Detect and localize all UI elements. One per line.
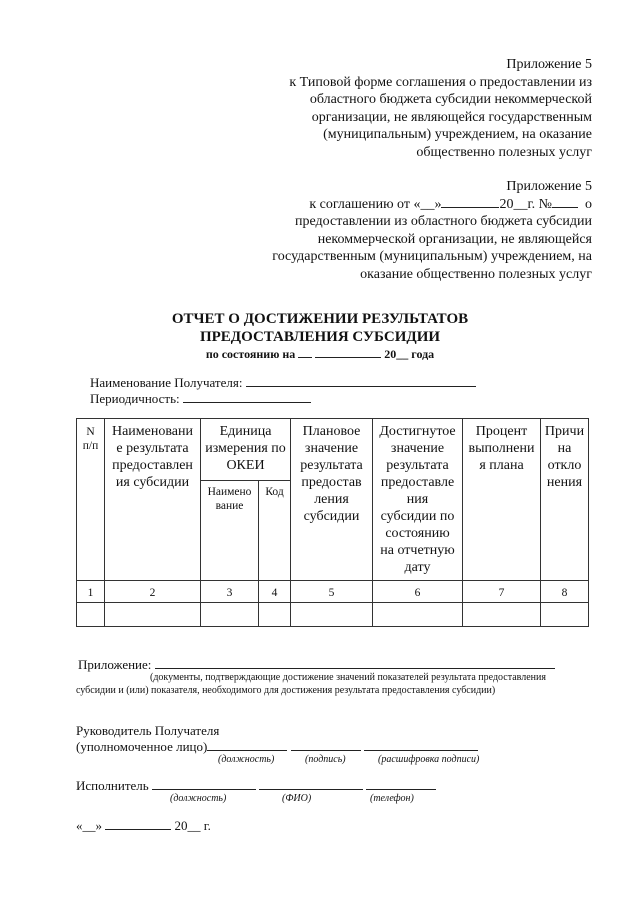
header-line: дату bbox=[404, 560, 431, 575]
header-line: предоставле bbox=[380, 475, 455, 490]
executor-phone-line[interactable] bbox=[366, 778, 436, 790]
appendix-line: предоставлении из областного бюджета субсидии bbox=[294, 214, 592, 229]
header-line: Плановое bbox=[302, 424, 361, 439]
report-table bbox=[76, 418, 589, 627]
executor-phone-caption: (телефон) bbox=[370, 793, 414, 804]
recipient-input-line[interactable] bbox=[246, 375, 476, 387]
header-line: субсидии bbox=[303, 509, 360, 524]
report-title-line2: ПРЕДОСТАВЛЕНИЯ СУБСИДИИ bbox=[199, 329, 441, 345]
head-field bbox=[76, 739, 478, 755]
appendix-line: государственным (муниципальным) учреждением, на bbox=[272, 249, 592, 264]
col-percent-header bbox=[463, 419, 541, 581]
head-signature-caption: (подпись) bbox=[305, 754, 346, 765]
periodicity-label: Периодичность: bbox=[90, 391, 180, 406]
header-line: Достигнутое bbox=[379, 424, 456, 439]
header-line: предостав bbox=[301, 475, 362, 490]
header-line: ия субсидии bbox=[115, 475, 190, 490]
executor-position-caption: (должность) bbox=[170, 793, 227, 804]
header-line: п/п bbox=[82, 440, 99, 452]
appendix-title: Приложение 5 bbox=[506, 179, 592, 194]
col-number-cell: 8 bbox=[541, 581, 589, 603]
appendix-line: общественно полезных услуг bbox=[416, 144, 592, 160]
attachment-field bbox=[78, 657, 555, 673]
header-line: е результата bbox=[116, 441, 189, 456]
agreement-prefix: к соглашению от «__» bbox=[309, 196, 442, 212]
header-line: ления bbox=[314, 492, 349, 507]
header-line: значение bbox=[390, 441, 445, 456]
col-achieved-header bbox=[373, 419, 463, 581]
agreement-suffix: о bbox=[585, 196, 592, 212]
date-field bbox=[76, 818, 211, 834]
as-of-year: 20__ года bbox=[384, 347, 435, 361]
appendix-header-1 bbox=[289, 56, 592, 161]
attachment-input-line[interactable] bbox=[155, 657, 555, 669]
as-of-day-blank bbox=[298, 346, 312, 358]
col-unit-header bbox=[201, 419, 291, 481]
attachment-label: Приложение: bbox=[78, 657, 152, 672]
header-line: состоянию bbox=[385, 526, 450, 541]
header-line: субсидии по bbox=[380, 509, 455, 524]
appendix-line: организации, не являющейся государственным bbox=[311, 109, 592, 125]
appendix-line: Приложение 5 bbox=[506, 57, 592, 72]
attachment-caption-2: субсидии и (или) показателя, необходимого для достижения результата предоставления субсидии) bbox=[76, 685, 496, 696]
table-cell[interactable] bbox=[463, 603, 541, 627]
as-of-month-blank bbox=[315, 346, 381, 358]
date-prefix: «__» bbox=[76, 818, 102, 833]
as-of-prefix: по состоянию на bbox=[205, 347, 296, 361]
executor-label: Исполнитель bbox=[76, 778, 149, 793]
header-line: нения bbox=[546, 475, 583, 490]
periodicity-input-line[interactable] bbox=[183, 391, 311, 403]
header-line: Причи bbox=[544, 424, 585, 439]
table-cell[interactable] bbox=[291, 603, 373, 627]
agreement-line bbox=[272, 196, 592, 214]
col-number-cell: 3 bbox=[201, 581, 259, 603]
header-line: предоставлен bbox=[112, 458, 193, 473]
header-line: Наименовани bbox=[111, 424, 193, 439]
date-month-line[interactable] bbox=[105, 818, 171, 830]
header-line: Единица bbox=[219, 424, 272, 439]
appendix-header-2 bbox=[272, 178, 592, 283]
appendix-line: областного бюджета субсидии некоммерческой bbox=[309, 92, 592, 107]
header-line: вание bbox=[215, 500, 244, 512]
recipient-label: Наименование Получателя: bbox=[90, 375, 243, 390]
header-line: Процент bbox=[475, 424, 528, 439]
head-label-2: (уполномоченное лицо) bbox=[76, 739, 208, 754]
header-line: ния bbox=[406, 492, 429, 507]
executor-name-line[interactable] bbox=[259, 778, 363, 790]
header-line: N bbox=[86, 426, 95, 438]
col-result-name-header bbox=[105, 419, 201, 581]
table-cell[interactable] bbox=[373, 603, 463, 627]
header-line: я плана bbox=[479, 458, 524, 473]
appendix-line: оказание общественно полезных услуг bbox=[360, 266, 592, 282]
table-cell[interactable] bbox=[541, 603, 589, 627]
col-reason-header bbox=[541, 419, 589, 581]
col-planned-header bbox=[291, 419, 373, 581]
header-line: измерения по bbox=[205, 441, 286, 456]
header-line: результата bbox=[386, 458, 449, 473]
col-number-cell: 2 bbox=[105, 581, 201, 603]
recipient-field bbox=[90, 375, 476, 391]
agreement-year: 20__г. № bbox=[499, 196, 552, 212]
table-cell[interactable] bbox=[105, 603, 201, 627]
executor-name-caption: (ФИО) bbox=[282, 793, 312, 804]
table-cell[interactable] bbox=[201, 603, 259, 627]
head-decode-line[interactable] bbox=[364, 739, 478, 751]
header-line: значение bbox=[304, 441, 359, 456]
col-number-cell: 1 bbox=[77, 581, 105, 603]
agreement-number-blank bbox=[552, 196, 578, 208]
head-position-line[interactable] bbox=[207, 739, 287, 751]
header-line: выполнени bbox=[468, 441, 535, 456]
executor-position-line[interactable] bbox=[152, 778, 256, 790]
head-signature-line[interactable] bbox=[291, 739, 361, 751]
header-line: Наимено bbox=[207, 486, 252, 498]
table-header-row bbox=[77, 419, 589, 481]
date-year: 20__ г. bbox=[174, 818, 211, 833]
head-label-1: Руководитель Получателя bbox=[76, 723, 220, 738]
appendix-line: (муниципальным) учреждением, на оказание bbox=[323, 127, 592, 142]
table-cell[interactable] bbox=[77, 603, 105, 627]
col-unit-name-header bbox=[201, 481, 259, 581]
col-number-cell: 7 bbox=[463, 581, 541, 603]
attachment-caption-1: (документы, подтверждающие достижение значений показателей результата предоставления bbox=[150, 672, 546, 683]
table-cell[interactable] bbox=[259, 603, 291, 627]
periodicity-field bbox=[90, 391, 311, 407]
table-row[interactable] bbox=[77, 603, 589, 627]
header-line: откло bbox=[547, 458, 582, 473]
head-position-caption: (должность) bbox=[218, 754, 275, 765]
col-number-cell: 4 bbox=[259, 581, 291, 603]
agreement-month-blank bbox=[441, 196, 499, 208]
col-unit-code-header: Код bbox=[259, 481, 291, 581]
report-title bbox=[0, 310, 640, 346]
report-title-line1: ОТЧЕТ О ДОСТИЖЕНИИ РЕЗУЛЬТАТОВ bbox=[171, 311, 469, 327]
appendix-line: к Типовой форме соглашения о предоставлении из bbox=[289, 74, 592, 90]
head-decode-caption: (расшифровка подписи) bbox=[378, 754, 480, 765]
header-line: на bbox=[557, 441, 572, 456]
col-number-cell: 5 bbox=[291, 581, 373, 603]
header-line: на отчетную bbox=[380, 543, 455, 558]
header-line: ОКЕИ bbox=[226, 458, 265, 473]
col-number-header bbox=[77, 419, 105, 581]
col-number-cell: 6 bbox=[373, 581, 463, 603]
report-as-of bbox=[0, 346, 640, 362]
header-line: результата bbox=[300, 458, 363, 473]
appendix-line: некоммерческой организации, не являющейся bbox=[317, 231, 592, 247]
table-number-row bbox=[77, 581, 589, 603]
executor-field bbox=[76, 778, 436, 794]
